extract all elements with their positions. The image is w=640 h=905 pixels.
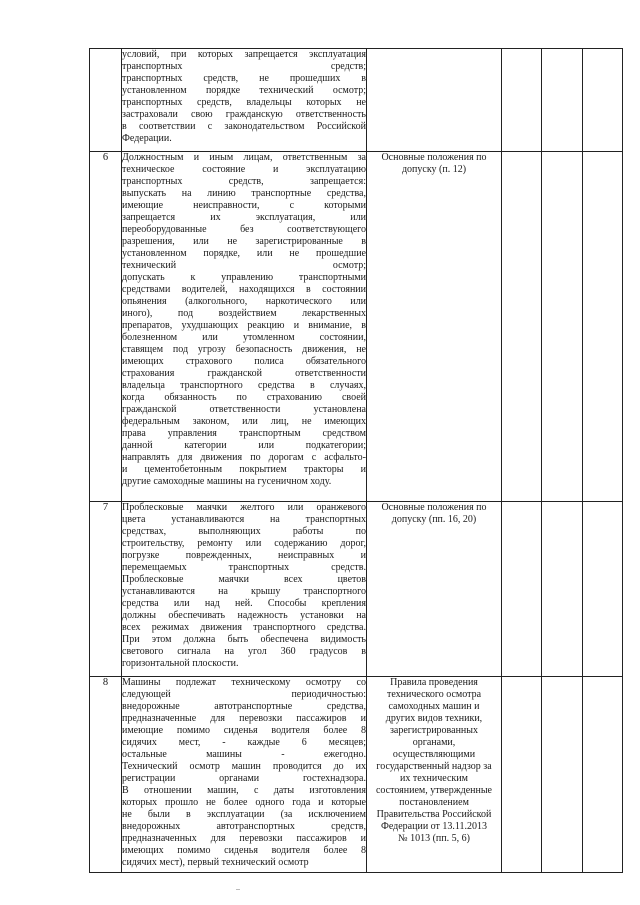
requirement-line: Технический осмотр машин проводится до их xyxy=(122,761,366,772)
check-cell-no[interactable] xyxy=(542,152,583,502)
check-cell-yes[interactable] xyxy=(502,502,542,677)
reference-line: осуществляющими xyxy=(392,749,476,760)
requirement-line: техническое состояние и эксплуатацию xyxy=(122,164,366,175)
requirement-cell xyxy=(122,49,367,152)
table-row xyxy=(90,502,623,677)
check-cell-na[interactable] xyxy=(583,49,623,152)
reference-line: состоянием, утвержденные xyxy=(375,785,492,796)
requirement-line: владельца транспортного средства в случаях, xyxy=(122,380,366,391)
requirement-line: страхования гражданской ответственности xyxy=(122,368,366,379)
requirement-line: установленном порядке технический осмотр; xyxy=(122,85,366,96)
reference-line: их техническим xyxy=(400,773,468,784)
reference-line: постановлением xyxy=(399,797,469,808)
requirement-line: следующей периодичностью: xyxy=(122,689,366,700)
requirement-line: переоборудованные без соответствующего xyxy=(122,224,366,235)
requirement-line: и цементобетонным покрытием тракторы и xyxy=(122,464,366,475)
row-number xyxy=(90,49,122,152)
requirement-line: иного), под воздействием лекарственных xyxy=(122,308,366,319)
table-row xyxy=(90,49,623,152)
requirement-line: Проблесковые маячки желтого или оранжевого xyxy=(122,502,366,513)
requirement-line: транспортных средств; xyxy=(122,61,366,72)
reference-line: Основные положения по xyxy=(381,502,487,513)
check-cell-yes[interactable] xyxy=(502,49,542,152)
requirement-line: данной категории или подкатегории; xyxy=(122,440,366,451)
requirement-line: горизонтальной плоскости. xyxy=(122,658,239,669)
requirement-line: При этом должна быть обеспечена видимость xyxy=(122,634,366,645)
requirement-line: федеральным законом, или лиц, не имеющих xyxy=(122,416,366,427)
requirement-line: болезненном или утомленном состоянии, xyxy=(122,332,366,343)
requirements-table xyxy=(89,48,623,873)
check-cell-na[interactable] xyxy=(583,152,623,502)
requirement-line: цвета устанавливаются на транспортных xyxy=(122,514,366,525)
requirement-line: внедорожных автотранспортных средств, xyxy=(122,821,366,832)
reference-line: государственный надзор за xyxy=(376,761,492,772)
requirement-line: в соответствии с законодательством Российской xyxy=(122,121,366,132)
requirement-line: гражданской ответственности установлена xyxy=(122,404,366,415)
requirement-line: предназначенных для перевозки пассажиров и xyxy=(122,833,366,844)
reference-line: № 1013 (пп. 5, 6) xyxy=(398,833,470,844)
requirement-line: должны обеспечивать надежность установки на xyxy=(122,610,366,621)
reference-line: допуску (пп. 16, 20) xyxy=(391,514,477,525)
requirement-line: средства или над ней. Способы крепления xyxy=(122,598,366,609)
requirement-line: разрешения, или не зарегистрированные в xyxy=(122,236,366,247)
requirement-line: погрузке поврежденных, неисправных и xyxy=(122,550,366,561)
reference-line: Правила проведения xyxy=(390,677,478,688)
requirement-line: технический осмотр; xyxy=(122,260,366,271)
reference-line: допуску (п. 12) xyxy=(401,164,467,175)
requirement-line: транспортных средств, не прошедших в xyxy=(122,73,366,84)
check-cell-no[interactable] xyxy=(542,677,583,873)
requirement-line: предназначенные для перевозки пассажиров и xyxy=(122,713,366,724)
requirement-line: когда обязанность по страхованию своей xyxy=(122,392,366,403)
requirement-line: Проблесковые маячки всех цветов xyxy=(122,574,366,585)
requirement-line: Должностным и иным лицам, ответственным за xyxy=(122,152,366,163)
reference-line: других видов техники, xyxy=(385,713,483,724)
requirement-line: застраховали свою гражданскую ответственность xyxy=(122,109,366,120)
row-number: 7 xyxy=(90,502,122,677)
requirement-line: имеющие неисправности, с которыми xyxy=(122,200,366,211)
reference-line: Правительства Российской xyxy=(376,809,492,820)
requirement-line: другие самоходные машины на гусеничном ходу. xyxy=(122,476,332,487)
requirement-line: транспортных средств, владельцы которых не xyxy=(122,97,366,108)
requirement-line: строительству, ремонту или содержанию дорог, xyxy=(122,538,366,549)
regulation-reference-cell xyxy=(367,152,502,502)
scan-speck xyxy=(236,889,240,890)
requirement-line: средствах, выполняющих работы по xyxy=(122,526,366,537)
requirement-line: выпускать на линию транспортные средства, xyxy=(122,188,366,199)
requirement-line: условий, при которых запрещается эксплуатация xyxy=(122,49,366,60)
requirement-line: всех режимах движения транспортного средства. xyxy=(122,622,366,633)
requirement-cell xyxy=(122,677,367,873)
table-row xyxy=(90,677,623,873)
requirement-line: сидячих мест), первый технический осмотр xyxy=(122,857,309,868)
requirement-line: имеющие помимо сиденья водителя более 8 xyxy=(122,725,366,736)
requirement-line: имеющих страхового полиса обязательного xyxy=(122,356,366,367)
requirement-line: транспортных средств, запрещается: xyxy=(122,176,366,187)
check-cell-no[interactable] xyxy=(542,49,583,152)
requirement-line: В отношении машин, с даты изготовления xyxy=(122,785,366,796)
requirement-line: не были в эксплуатации (за исключением xyxy=(122,809,366,820)
check-cell-na[interactable] xyxy=(583,677,623,873)
requirement-line: светового сигнала на угол 360 градусов в xyxy=(122,646,366,657)
requirement-line: установленном порядке, или не прошедшие xyxy=(122,248,366,259)
requirement-line: направлять для движения по дорогам с асфальто- xyxy=(122,452,366,463)
requirement-line: которых прошло не более одного года и которые xyxy=(122,797,366,808)
requirement-line: Машины подлежат техническому осмотру со xyxy=(122,677,366,688)
regulation-reference-cell xyxy=(367,677,502,873)
table-row xyxy=(90,152,623,502)
reference-line: самоходных машин и xyxy=(388,701,480,712)
requirement-line: права управления транспортным средством xyxy=(122,428,366,439)
regulation-reference-cell xyxy=(367,502,502,677)
reference-line: органами, xyxy=(412,737,456,748)
check-cell-no[interactable] xyxy=(542,502,583,677)
requirement-line: внедорожные автотранспортные средства, xyxy=(122,701,366,712)
requirement-line: допускать к управлению транспортными xyxy=(122,272,366,283)
requirement-line: регистрации органами гостехнадзора. xyxy=(122,773,366,784)
requirement-line: запрещается их эксплуатация, или xyxy=(122,212,366,223)
reference-line: Федерации от 13.11.2013 xyxy=(380,821,488,832)
check-cell-yes[interactable] xyxy=(502,152,542,502)
row-number: 6 xyxy=(90,152,122,502)
reference-line: зарегистрированных xyxy=(389,725,478,736)
reference-line: Основные положения по xyxy=(381,152,487,163)
row-number: 8 xyxy=(90,677,122,873)
requirement-line: средствами водителей, находящихся в состоянии xyxy=(122,284,366,295)
requirement-line: опьянения (алкогольного, наркотического или xyxy=(122,296,366,307)
requirement-cell xyxy=(122,152,367,502)
check-cell-yes[interactable] xyxy=(502,677,542,873)
requirement-line: перемещаемых транспортных средств. xyxy=(122,562,366,573)
check-cell-na[interactable] xyxy=(583,502,623,677)
reference-line: технического осмотра xyxy=(386,689,482,700)
requirement-line: имеющих помимо сиденья водителя более 8 xyxy=(122,845,366,856)
requirement-line: остальные машины - ежегодно. xyxy=(122,749,366,760)
requirement-line: устанавливаются на крышу транспортного xyxy=(122,586,366,597)
requirement-line: ставящем под угрозу безопасность движения, не xyxy=(122,344,366,355)
requirement-cell xyxy=(122,502,367,677)
requirement-line: препаратов, ухудшающих реакцию и внимание, в xyxy=(122,320,366,331)
regulation-reference-cell xyxy=(367,49,502,152)
requirement-line: сидячих мест, - каждые 6 месяцев; xyxy=(122,737,366,748)
requirement-line: Федерации. xyxy=(122,133,172,144)
